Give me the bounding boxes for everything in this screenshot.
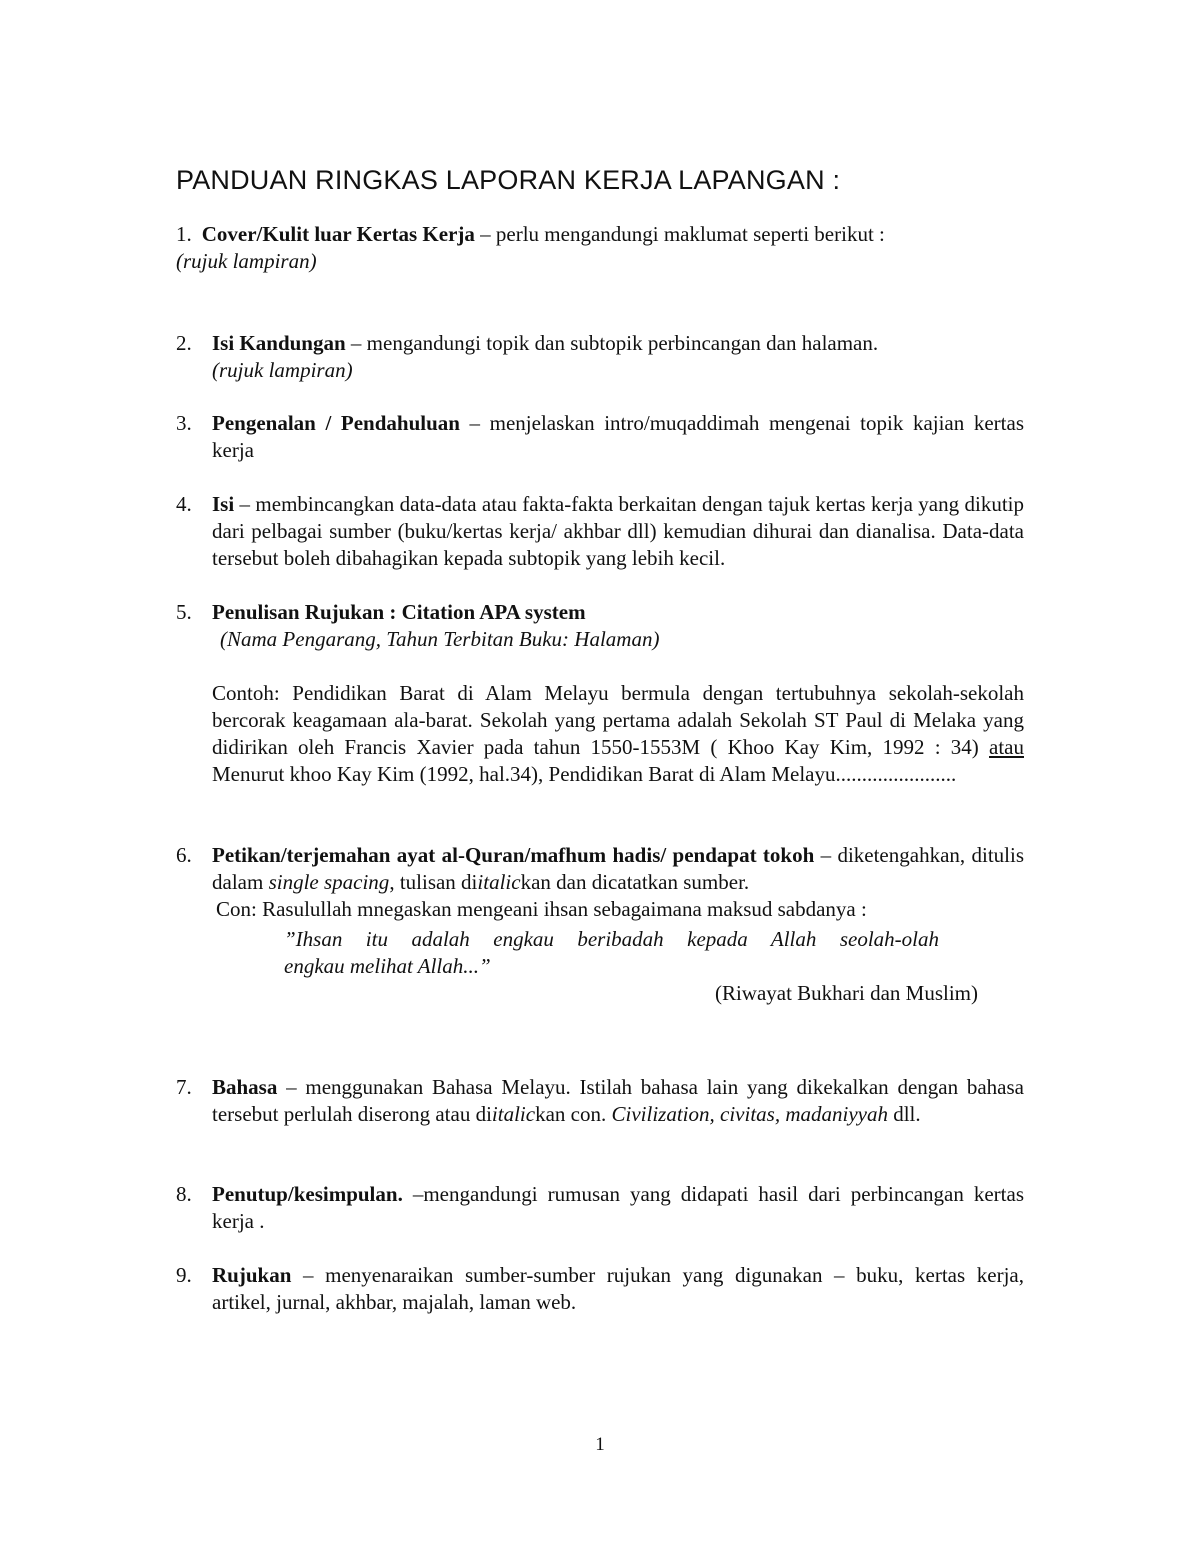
item-number: 9. — [176, 1263, 192, 1287]
item-text-italic: single spacing — [268, 870, 390, 894]
list-item-4 — [176, 491, 1024, 572]
item-number: 6. — [176, 843, 192, 867]
item-heading: Petikan/terjemahan ayat al-Quran/mafhum hadis/ pendapat tokoh — [212, 843, 815, 867]
item-heading: Pengenalan / Pendahuluan — [212, 411, 460, 435]
item-heading: Penutup/kesimpulan. — [212, 1182, 403, 1206]
item-text: – perlu mengandungi maklumat seperti berikut : — [474, 222, 885, 246]
item-text: – diketengahkan, ditulis dalam — [212, 843, 1024, 894]
item-text-italic: italic — [491, 1102, 536, 1126]
item-heading: Bahasa — [212, 1075, 278, 1099]
list-item-2 — [176, 330, 1024, 384]
item-heading: Isi Kandungan — [212, 331, 346, 355]
item-heading: Isi — [212, 492, 235, 516]
item-number: 1. — [176, 222, 192, 246]
item-heading: Cover/Kulit luar Kertas Kerja — [201, 222, 475, 246]
item-heading: Penulisan Rujukan : Citation APA system — [212, 600, 586, 624]
page-number: 1 — [595, 1434, 605, 1455]
item-text: – menyenaraikan sumber-sumber rujukan yang digunakan – buku, kertas kerja, artikel, jurnal, akhbar, majalah, laman web. — [212, 1263, 1024, 1314]
item-number: 5. — [176, 600, 192, 624]
item-text-italic: italic — [477, 870, 521, 894]
list-item-1 — [176, 221, 1024, 275]
quote-line-1: ”Ihsan itu adalah engkau beribadah kepada Allah seolah-olah — [284, 927, 939, 951]
item-heading: Rujukan — [212, 1263, 292, 1287]
item-number: 8. — [176, 1182, 192, 1206]
list-item-6 — [176, 842, 1024, 1007]
item-text: –mengandungi rumusan yang didapati hasil dari perbincangan kertas kerja . — [212, 1182, 1024, 1233]
quote-attribution: (Riwayat Bukhari dan Muslim) — [714, 981, 978, 1005]
item-text: kan dan dicatatkan sumber. — [520, 870, 750, 894]
citation-format: (Nama Pengarang, Tahun Terbitan Buku: Halaman) — [220, 627, 660, 651]
item-text: – menggunakan Bahasa Melayu. Istilah bahasa lain yang dikekalkan dengan bahasa tersebut perlulah diserong atau di — [212, 1075, 1024, 1126]
item-number: 2. — [176, 331, 192, 355]
page-title: PANDUAN RINGKAS LAPORAN KERJA LAPANGAN : — [176, 165, 841, 195]
list-item-7 — [176, 1074, 1024, 1128]
hadith-quote — [284, 926, 1024, 980]
item-text: , tulisan di — [389, 870, 478, 894]
item-note: (rujuk lampiran) — [212, 358, 353, 382]
item-text: – menjelaskan intro/muqaddimah mengenai topik kajian kertas kerja — [212, 411, 1024, 462]
list-item-3 — [176, 410, 1024, 464]
quote-line-2: engkau melihat Allah...” — [284, 954, 491, 978]
item-number: 4. — [176, 492, 192, 516]
example-text: Contoh: Pendidikan Barat di Alam Melayu bermula dengan tertubuhnya sekolah-sekolah bercorak keagamaan ala-barat. Sekolah yang pertama adalah Sekolah ST Paul di Melaka yang didirikan oleh Francis Xavier pada tahun 1550-1553M ( Khoo Kay Kim, 1992 : 34) — [212, 681, 1024, 759]
item-text: kan con. — [535, 1102, 612, 1126]
example-or: atau — [989, 735, 1024, 759]
citation-example — [212, 680, 1024, 788]
item-number: 3. — [176, 411, 192, 435]
list-item-5 — [176, 599, 1024, 788]
item-note: (rujuk lampiran) — [176, 249, 317, 273]
item-text: – mengandungi topik dan subtopik perbincangan dan halaman. — [345, 331, 879, 355]
item-text: dll. — [887, 1102, 921, 1126]
item-number: 7. — [176, 1075, 192, 1099]
quote-intro: Con: Rasulullah mnegaskan mengeani ihsan sebagaimana maksud sabdanya : — [216, 897, 867, 921]
item-text: – membincangkan data-data atau fakta-fakta berkaitan dengan tajuk kertas kerja yang dikutip dari pelbagai sumber (buku/kertas kerja/ akhbar dll) kemudian dihurai dan dianalisa. Data-data tersebut boleh dibahagikan kepada subtopik yang lebih kecil. — [212, 492, 1024, 570]
list-item-9 — [176, 1262, 1024, 1316]
list-item-8 — [176, 1181, 1024, 1235]
example-text-continued: Menurut khoo Kay Kim (1992, hal.34), Pendidikan Barat di Alam Melayu....................... — [212, 762, 957, 786]
item-text-italic: Civilization, civitas, madaniyyah — [611, 1102, 888, 1126]
